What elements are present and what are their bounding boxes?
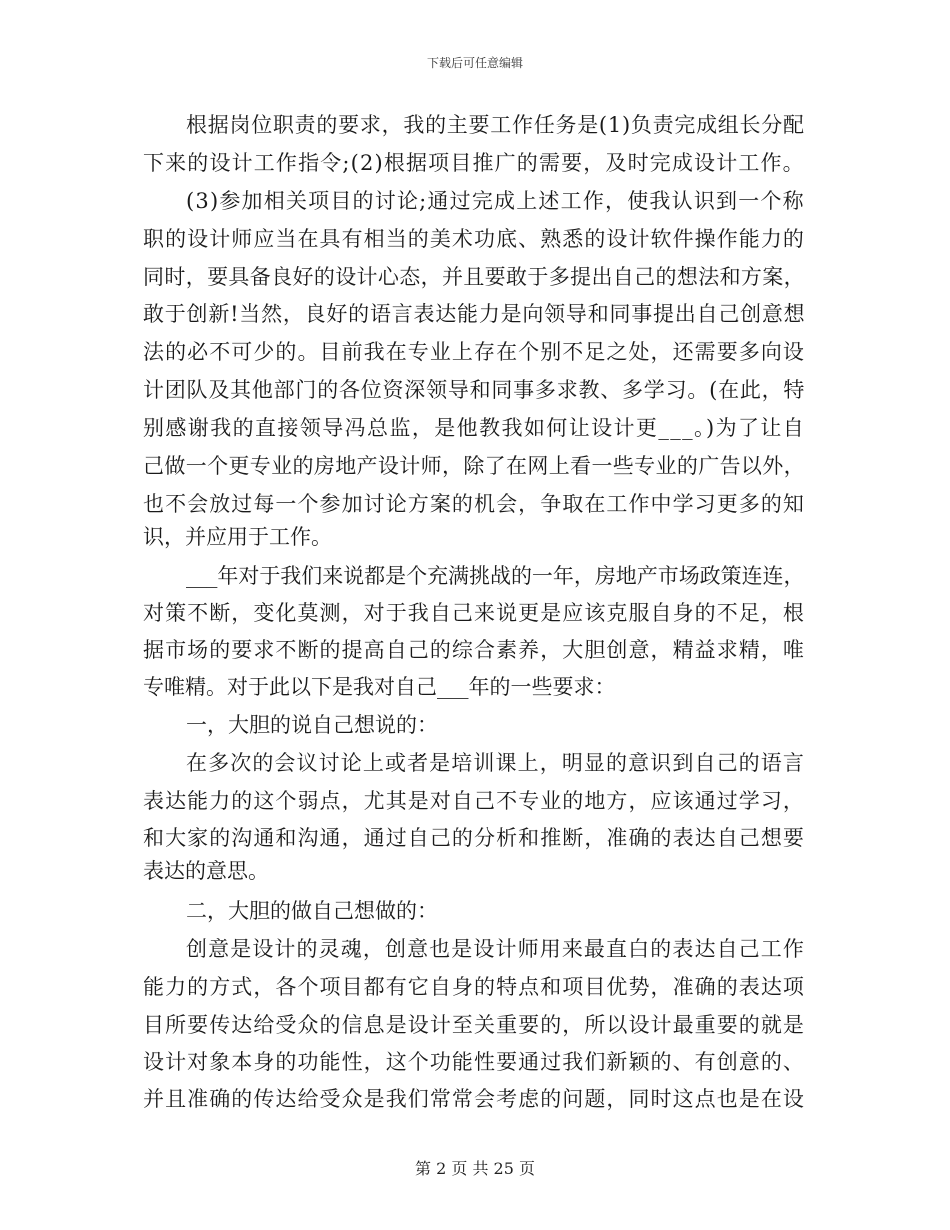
- text-line: 创意是设计的灵魂，创意也是设计师用来最直白的表达自己工作: [186, 937, 805, 961]
- text-line: 表达的意思。: [143, 859, 269, 883]
- text-line: 己做一个更专业的房地产设计师，除了在网上看一些专业的广告以外，: [143, 454, 805, 478]
- text-line: 也不会放过每一个参加讨论方案的机会，争取在工作中学习更多的知: [143, 492, 805, 516]
- text-line: ___年对于我们来说都是个充满挑战的一年，房地产市场政策连连，: [186, 564, 805, 588]
- text-line: 设计对象本身的功能性，这个功能性要通过我们新颖的、有创意的、: [143, 1050, 805, 1074]
- text-line: 敢于创新!当然，良好的语言表达能力是向领导和同事提出自己创意想: [143, 302, 806, 326]
- text-line: (3)参加相关项目的讨论;通过完成上述工作，使我认识到一个称: [186, 189, 805, 213]
- text-line: 专唯精。对于此以下是我对自己___年的一些要求：: [143, 675, 616, 699]
- text-line: 目所要传达给受众的信息是设计至关重要的，所以设计最重要的就是: [143, 1013, 805, 1037]
- text-line: 下来的设计工作指令;(2)根据项目推广的需要，及时完成设计工作。: [143, 151, 805, 175]
- text-line: 据市场的要求不断的提高自己的综合素养，大胆创意，精益求精，唯: [143, 638, 805, 662]
- text-line: 一，大胆的说自己想说的：: [186, 713, 438, 737]
- text-line: 并且准确的传达给受众是我们常常会考虑的问题，同时这点也是在设: [143, 1087, 805, 1111]
- page-number-footer: 第 2 页 共 25 页: [415, 1159, 535, 1178]
- text-line: 二，大胆的做自己想做的：: [186, 899, 438, 923]
- text-line: 同时，要具备良好的设计心态，并且要敢于多提出自己的想法和方案，: [143, 265, 805, 289]
- text-line: 在多次的会议讨论上或者是培训课上，明显的意识到自己的语言: [186, 751, 805, 775]
- text-line: 根据岗位职责的要求，我的主要工作任务是(1)负责完成组长分配: [186, 113, 805, 137]
- text-line: 识，并应用于工作。: [143, 525, 332, 549]
- text-line: 对策不断，变化莫测，对于我自己来说更是应该克服自身的不足，根: [143, 601, 805, 625]
- text-line: 法的必不可少的。目前我在专业上存在个别不足之处，还需要多向设: [143, 340, 805, 364]
- text-line: 表达能力的这个弱点，尤其是对自己不专业的地方，应该通过学习，: [143, 789, 805, 813]
- text-line: 职的设计师应当在具有相当的美术功底、熟悉的设计软件操作能力的: [143, 227, 805, 251]
- text-line: 别感谢我的直接领导冯总监，是他教我如何让设计更___。)为了让自: [143, 416, 806, 440]
- text-line: 和大家的沟通和沟通，通过自己的分析和推断，准确的表达自己想要: [143, 826, 805, 850]
- text-line: 能力的方式，各个项目都有它自身的特点和项目优势，准确的表达项: [143, 975, 805, 999]
- page-header: 下载后可任意编辑: [426, 56, 523, 70]
- text-line: 计团队及其他部门的各位资深领导和同事多求教、多学习。(在此，特: [143, 378, 806, 402]
